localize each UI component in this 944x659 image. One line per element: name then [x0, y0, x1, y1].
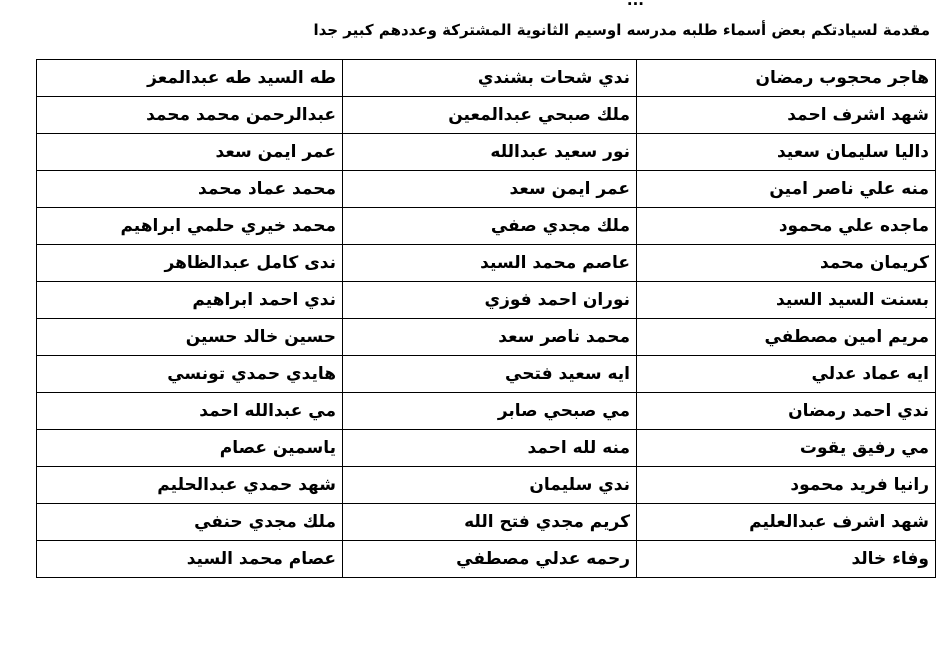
- student-name-cell: ايه سعيد فتحي: [343, 356, 637, 393]
- student-name-cell: طه السيد طه عبدالمعز: [37, 60, 343, 97]
- student-name-cell: كريم مجدي فتح الله: [343, 504, 637, 541]
- table-row: [37, 541, 936, 578]
- student-name-cell: محمد ناصر سعد: [343, 319, 637, 356]
- table-row: [37, 171, 936, 208]
- table-row: [37, 282, 936, 319]
- student-name-cell: ندي احمد ابراهيم: [37, 282, 343, 319]
- student-name-cell: ندي شحات بشندي: [343, 60, 637, 97]
- student-name-cell: شهد حمدي عبدالحليم: [37, 467, 343, 504]
- table-row: [37, 504, 936, 541]
- student-name-cell: نور سعيد عبدالله: [343, 134, 637, 171]
- student-name-cell: ملك مجدي حنفي: [37, 504, 343, 541]
- students-table: [36, 59, 936, 578]
- student-name-cell: كريمان محمد: [637, 245, 936, 282]
- student-name-cell: ندي سليمان: [343, 467, 637, 504]
- cropped-top-line: ...: [626, 0, 644, 9]
- student-name-cell: داليا سليمان سعيد: [637, 134, 936, 171]
- table-row: [37, 430, 936, 467]
- student-name-cell: ياسمين عصام: [37, 430, 343, 467]
- student-name-cell: مي رفيق يقوت: [637, 430, 936, 467]
- student-name-cell: مي صبحي صابر: [343, 393, 637, 430]
- student-name-cell: شهد اشرف عبدالعليم: [637, 504, 936, 541]
- student-name-cell: بسنت السيد السيد: [637, 282, 936, 319]
- student-name-cell: محمد خيري حلمي ابراهيم: [37, 208, 343, 245]
- student-name-cell: عاصم محمد السيد: [343, 245, 637, 282]
- student-name-cell: ملك صبحي عبدالمعين: [343, 97, 637, 134]
- student-name-cell: عصام محمد السيد: [37, 541, 343, 578]
- student-name-cell: شهد اشرف احمد: [637, 97, 936, 134]
- table-row: [37, 208, 936, 245]
- student-name-cell: محمد عماد محمد: [37, 171, 343, 208]
- table-row: [37, 97, 936, 134]
- student-name-cell: منه علي ناصر امين: [637, 171, 936, 208]
- student-name-cell: ايه عماد عدلي: [637, 356, 936, 393]
- table-row: [37, 245, 936, 282]
- student-name-cell: حسين خالد حسين: [37, 319, 343, 356]
- student-name-cell: ماجده علي محمود: [637, 208, 936, 245]
- student-name-cell: وفاء خالد: [637, 541, 936, 578]
- student-name-cell: رانيا فريد محمود: [637, 467, 936, 504]
- table-row: [37, 393, 936, 430]
- student-name-cell: ندي احمد رمضان: [637, 393, 936, 430]
- student-name-cell: ملك مجدي صفي: [343, 208, 637, 245]
- table-row: [37, 134, 936, 171]
- student-name-cell: مي عبدالله احمد: [37, 393, 343, 430]
- student-name-cell: منه لله احمد: [343, 430, 637, 467]
- intro-text: مقدمة لسيادتكم بعض أسماء طلبه مدرسه اوسيم الثانوية المشتركة وعددهم كبير جدا: [313, 21, 930, 39]
- student-name-cell: نوران احمد فوزي: [343, 282, 637, 319]
- students-table-body: [37, 60, 936, 578]
- table-row: [37, 356, 936, 393]
- student-name-cell: عمر ايمن سعد: [37, 134, 343, 171]
- table-row: [37, 60, 936, 97]
- student-name-cell: مريم امين مصطفي: [637, 319, 936, 356]
- table-row: [37, 319, 936, 356]
- table-row: [37, 467, 936, 504]
- student-name-cell: عبدالرحمن محمد محمد: [37, 97, 343, 134]
- student-name-cell: عمر ايمن سعد: [343, 171, 637, 208]
- student-name-cell: ندى كامل عبدالظاهر: [37, 245, 343, 282]
- student-name-cell: هايدي حمدي تونسي: [37, 356, 343, 393]
- student-name-cell: هاجر محجوب رمضان: [637, 60, 936, 97]
- student-name-cell: رحمه عدلي مصطفي: [343, 541, 637, 578]
